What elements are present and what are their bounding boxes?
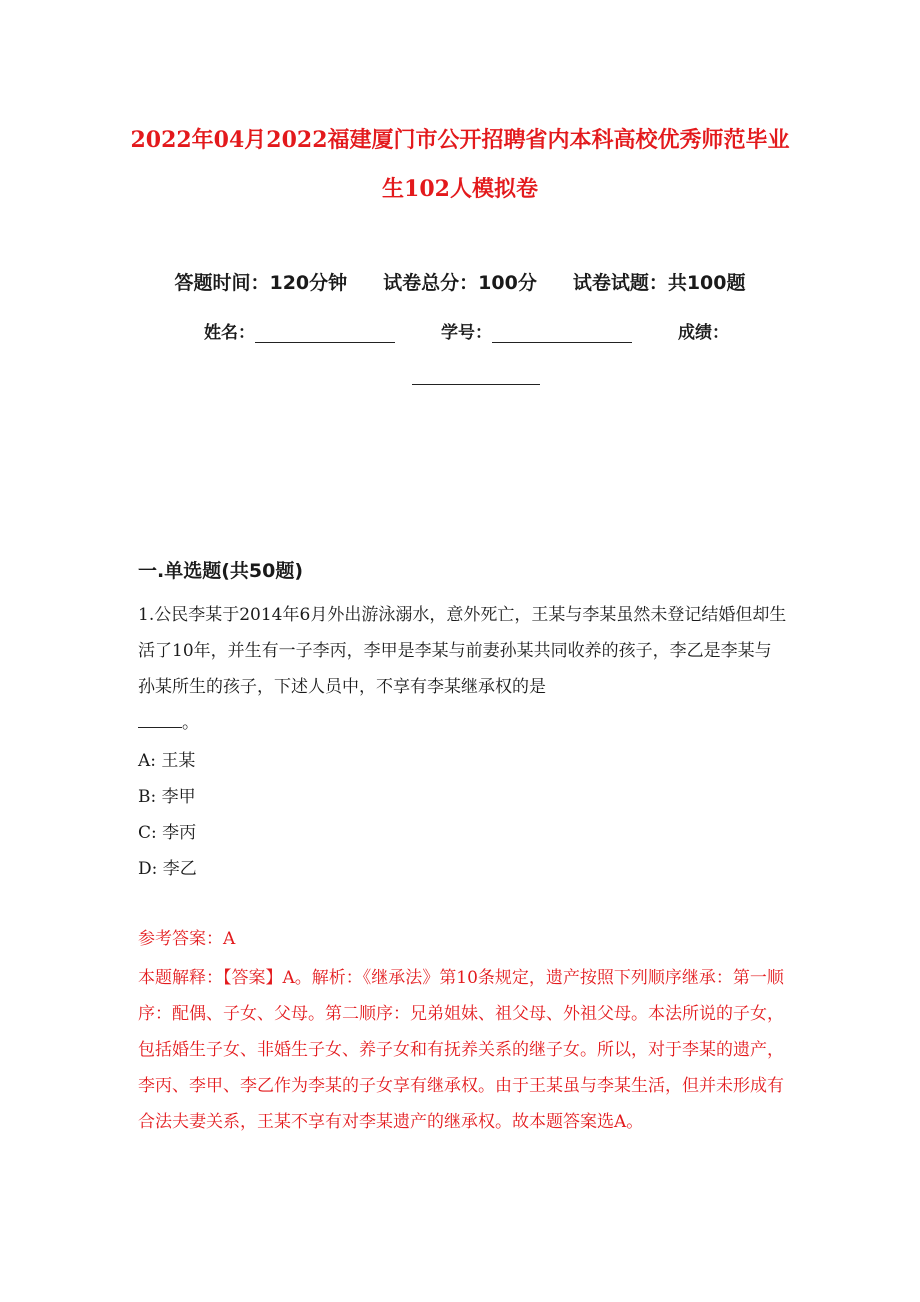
option-key: A: bbox=[138, 751, 157, 771]
exam-meta bbox=[0, 268, 920, 295]
option-key: B: bbox=[138, 787, 157, 807]
id-blank[interactable] bbox=[492, 322, 632, 343]
option-text: 李丙 bbox=[162, 823, 197, 843]
exam-title-line1: 2022年04月2022福建厦门市公开招聘省内本科高校优秀师范毕业 bbox=[130, 127, 790, 153]
question-count-info: 试卷试题：共100题 bbox=[572, 272, 746, 294]
option-key: C: bbox=[138, 823, 157, 843]
answer-explanation bbox=[138, 960, 788, 1140]
option-key: D: bbox=[138, 859, 158, 879]
reference-answer bbox=[138, 924, 235, 949]
option-c[interactable] bbox=[138, 818, 196, 843]
option-d[interactable] bbox=[138, 854, 197, 879]
answer-label: 参考答案： bbox=[138, 929, 223, 949]
explain-text: 【答案】A。解析：《继承法》第10条规定，遗产按照下列顺序继承：第一顺序：配偶、子女、父母。第二顺序：兄弟姐妹、祖父母、外祖父母。本法所说的子女，包括婚生子女、非婚生子女、养子女和有抚养关系的继子女。所以，对于李某的遗产，李丙、李甲、李乙作为李某的子女享有继承权。由于王某虽与李某生活，但并未形成有合法夫妻关系，王某不享有对李某遗产的继承权。故本题答案选A。 bbox=[138, 968, 784, 1132]
option-text: 王某 bbox=[161, 751, 196, 771]
id-label: 学号： bbox=[441, 323, 492, 343]
answer-blank bbox=[138, 707, 182, 728]
option-text: 李甲 bbox=[161, 787, 196, 807]
option-text: 李乙 bbox=[162, 859, 197, 879]
question-text: 公民李某于2014年6月外出游泳溺水，意外死亡，王某与李某虽然未登记结婚但却生活了10年，并生有一子李丙，李甲是李某与前妻孙某共同收养的孩子，李乙是李某与孙某所生的孩子，下述人员中，不享有李某继承权的是 bbox=[138, 605, 787, 697]
grade-blank[interactable] bbox=[412, 384, 540, 385]
time-info: 答题时间：120分钟 bbox=[174, 272, 348, 294]
score-info: 试卷总分：100分 bbox=[383, 272, 537, 294]
name-blank[interactable] bbox=[255, 322, 395, 343]
exam-title-line2: 生102人模拟卷 bbox=[382, 176, 538, 202]
question-number: 1. bbox=[138, 605, 155, 625]
option-a[interactable] bbox=[138, 746, 195, 771]
section-title: 一.单选题(共50题) bbox=[138, 560, 304, 582]
student-fields bbox=[204, 318, 764, 343]
answer-value: A bbox=[223, 929, 236, 949]
question-end: 。 bbox=[182, 713, 199, 733]
question-1 bbox=[138, 597, 788, 741]
grade-label: 成绩： bbox=[678, 323, 729, 343]
name-label: 姓名： bbox=[204, 323, 255, 343]
option-b[interactable] bbox=[138, 782, 196, 807]
explain-label: 本题解释： bbox=[138, 968, 223, 988]
